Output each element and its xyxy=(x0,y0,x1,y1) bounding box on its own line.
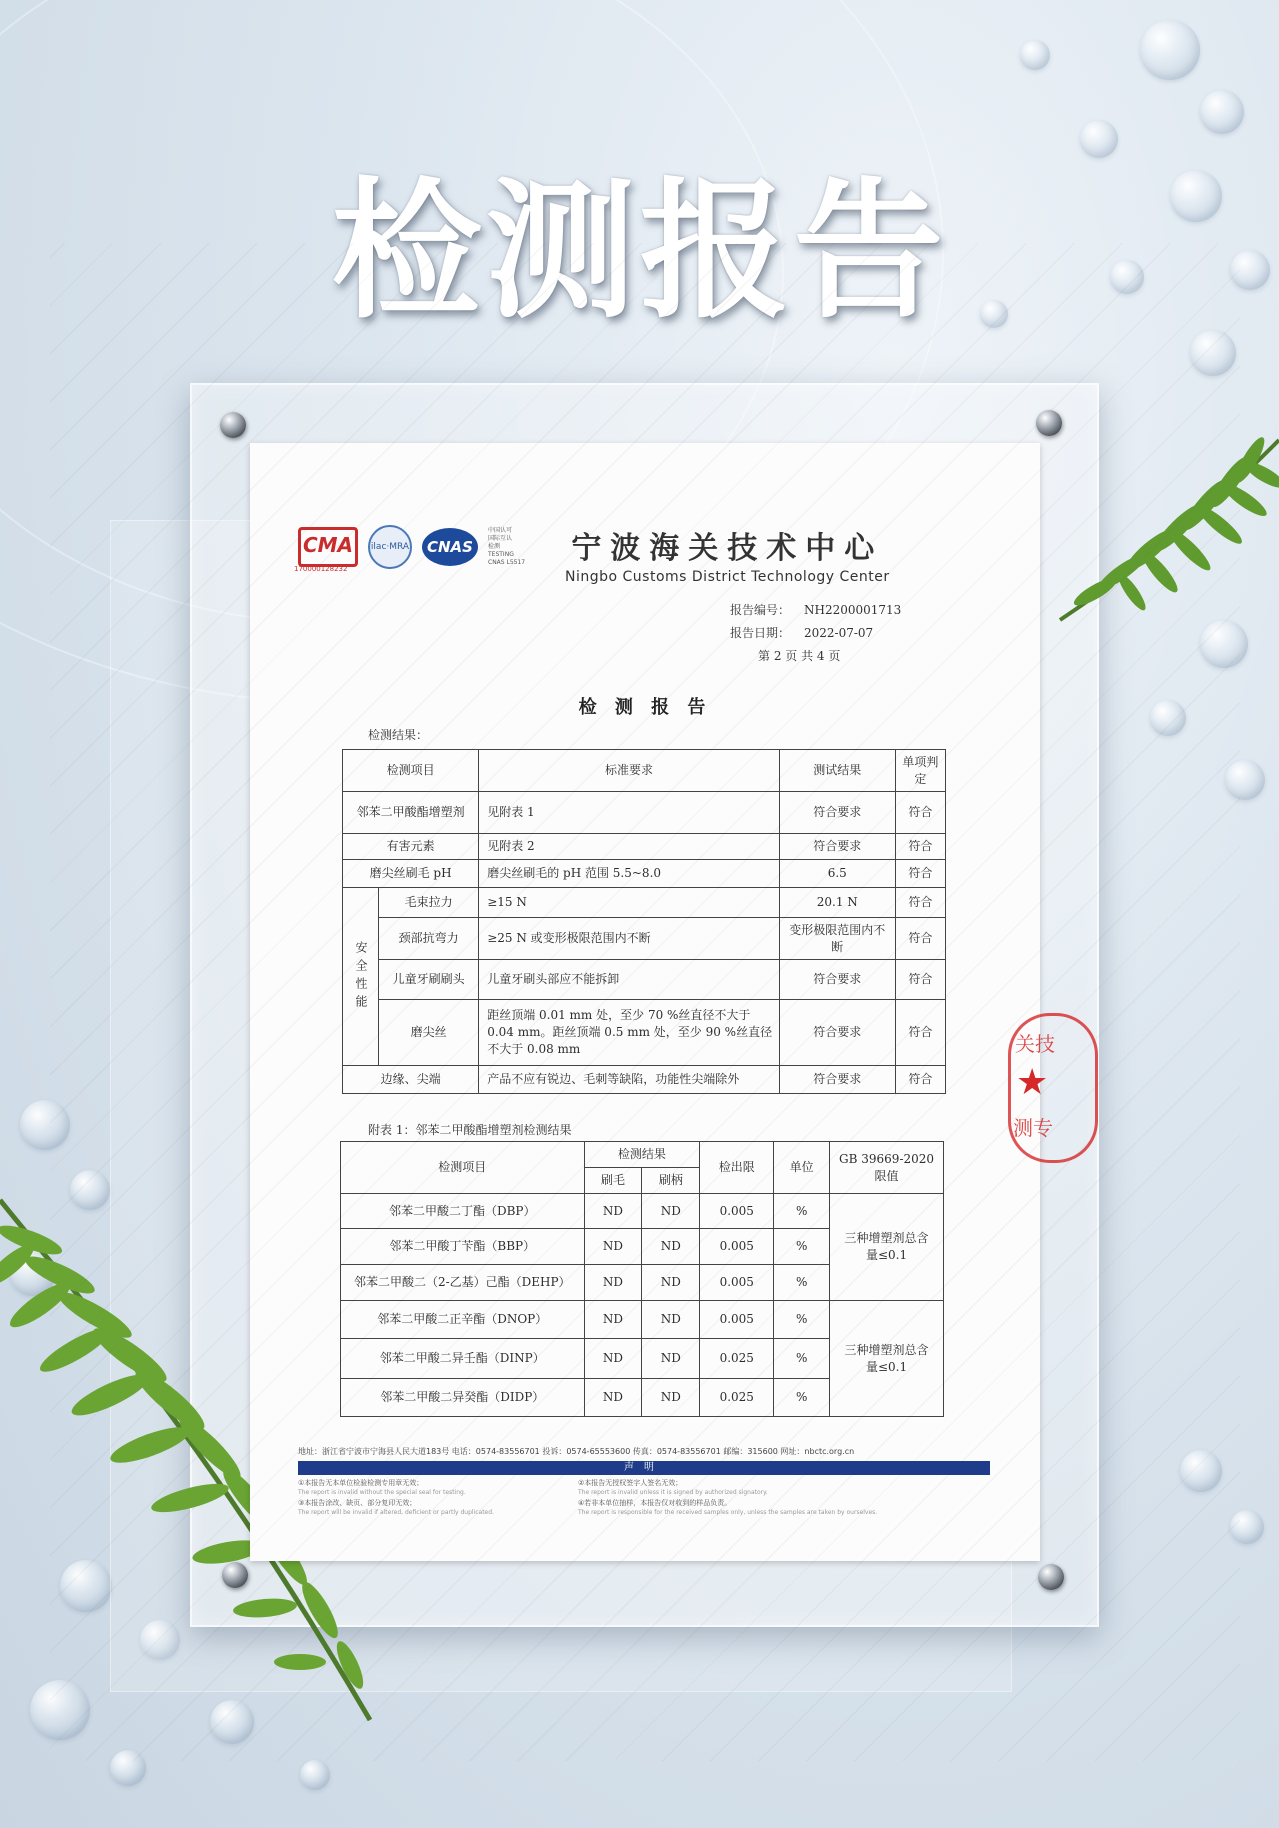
table-row xyxy=(341,1194,944,1229)
page-headline: 检测报告 xyxy=(331,165,948,339)
cell: 磨尖丝刷毛 pH xyxy=(343,860,479,888)
cell: 0.005 xyxy=(700,1301,774,1339)
col-header: 检测项目 xyxy=(343,750,479,792)
cell: 0.025 xyxy=(700,1379,774,1417)
cell: 变形极限范围内不断 xyxy=(779,918,895,960)
cell: 6.5 xyxy=(779,860,895,888)
cnas-caption-line: CNAS L5517 xyxy=(488,559,526,566)
seal-text-bottom: 测专 xyxy=(1013,1116,1053,1140)
cell: ND xyxy=(584,1265,642,1301)
cell: ND xyxy=(642,1301,700,1339)
bolt-icon xyxy=(220,412,246,438)
cell: 0.025 xyxy=(700,1339,774,1379)
cell: 邻苯二甲酸二异壬酯（DINP） xyxy=(341,1339,585,1379)
cell: % xyxy=(774,1265,830,1301)
cell: 符合 xyxy=(895,1066,945,1094)
cma-code: 170000128232 xyxy=(294,565,348,573)
safety-group-cell xyxy=(343,888,379,1066)
cnas-logo: CNAS xyxy=(422,528,478,566)
limit-group-cell: 三种增塑剂总含量≤0.1 xyxy=(830,1301,944,1417)
cell: 儿童牙刷头部应不能拆卸 xyxy=(479,960,779,1000)
cell: 0.005 xyxy=(700,1229,774,1265)
table-row xyxy=(343,860,946,888)
cell: 有害元素 xyxy=(343,834,479,860)
bubble xyxy=(1200,90,1244,134)
note-cn: ①本报告无本单位检验检测专用章无效； xyxy=(298,1479,424,1487)
table-row xyxy=(343,792,946,834)
cell: 符合 xyxy=(895,960,945,1000)
cell: 儿童牙刷刷头 xyxy=(379,960,479,1000)
table-row xyxy=(343,834,946,860)
col-header: 单项判定 xyxy=(895,750,945,792)
table-row xyxy=(343,918,946,960)
cell: 见附表 1 xyxy=(479,792,779,834)
table-row xyxy=(343,888,946,918)
bubble xyxy=(1140,20,1200,80)
cell: 边缘、尖端 xyxy=(343,1066,479,1094)
report-meta xyxy=(730,599,901,668)
statement-note xyxy=(578,1499,998,1517)
note-cn: ②本报告无授权签字人签名无效； xyxy=(578,1479,683,1487)
cell: ND xyxy=(642,1339,700,1379)
cell: ND xyxy=(642,1265,700,1301)
table-row xyxy=(343,1066,946,1094)
cell: % xyxy=(774,1229,830,1265)
note-en: The report is invalid without the special seal for testing. xyxy=(298,1489,466,1496)
cma-logo: CMA xyxy=(298,527,358,567)
col-header: 单位 xyxy=(774,1142,830,1194)
cell: 符合要求 xyxy=(779,1066,895,1094)
cell: ND xyxy=(642,1379,700,1417)
cell: 符合 xyxy=(895,834,945,860)
table-header-row xyxy=(341,1142,944,1168)
seal-star-icon: ★ xyxy=(1016,1062,1049,1103)
cell: ND xyxy=(584,1339,642,1379)
cell: 邻苯二甲酸二正辛酯（DNOP） xyxy=(341,1301,585,1339)
bolt-icon xyxy=(1038,1564,1064,1590)
cell: 20.1 N xyxy=(779,888,895,918)
phthalate-table xyxy=(340,1141,944,1417)
cell: 颈部抗弯力 xyxy=(379,918,479,960)
cell: 磨尖丝 xyxy=(379,1000,479,1066)
cell: 毛束拉力 xyxy=(379,888,479,918)
cell: 见附表 2 xyxy=(479,834,779,860)
cell: 符合 xyxy=(895,918,945,960)
certification-logos xyxy=(298,525,525,569)
report-date-label: 报告日期： xyxy=(730,626,791,640)
table-row xyxy=(341,1301,944,1339)
col-header: 标准要求 xyxy=(479,750,779,792)
limit-group-cell: 三种增塑剂总含量≤0.1 xyxy=(830,1194,944,1301)
statement-bar: 声明 xyxy=(298,1461,990,1475)
bolt-icon xyxy=(1036,410,1062,436)
col-header: 刷柄 xyxy=(642,1168,700,1194)
cell: ≥15 N xyxy=(479,888,779,918)
cell: % xyxy=(774,1301,830,1339)
cell: 符合 xyxy=(895,792,945,834)
cell: 符合要求 xyxy=(779,1000,895,1066)
col-header: 刷毛 xyxy=(584,1168,642,1194)
statement-note xyxy=(298,1499,578,1517)
seal-text-top: 关技 xyxy=(1015,1032,1055,1056)
table-header-row xyxy=(343,750,946,792)
report-date: 2022-07-07 xyxy=(804,626,874,640)
org-name-en: Ningbo Customs District Technology Center xyxy=(565,569,890,585)
cell: 邻苯二甲酸二异癸酯（DIDP） xyxy=(341,1379,585,1417)
col-header: 测试结果 xyxy=(779,750,895,792)
cnas-caption-line: 检测 xyxy=(488,543,501,550)
footer-address: 地址：浙江省宁波市宁海县人民大道183号 电话：0574-83556701 投诉：0574-65553600 传真：0574-83556701 邮编：315600 网址：nbctc.org.cn xyxy=(298,1447,855,1456)
note-en: The report is responsible for the received samples only, unless the samples are taken by ourselves. xyxy=(578,1509,878,1516)
organization-header xyxy=(565,523,890,585)
cell: ND xyxy=(584,1194,642,1229)
safety-group-label: 安全性能 xyxy=(354,940,369,1013)
cell: ND xyxy=(642,1229,700,1265)
cell: 距丝顶端 0.01 mm 处，至少 70 %丝直径不大于 0.04 mm。距丝顶端 0.5 mm 处，至少 90 %丝直径不大于 0.08 mm xyxy=(479,1000,779,1066)
cnas-caption-line: 中国认可 xyxy=(488,527,513,534)
cell: % xyxy=(774,1194,830,1229)
statement-note xyxy=(578,1479,978,1497)
cell: ND xyxy=(584,1229,642,1265)
cell: 0.005 xyxy=(700,1194,774,1229)
official-seal xyxy=(1008,1013,1098,1163)
cell: 邻苯二甲酸酯增塑剂 xyxy=(343,792,479,834)
report-title: 检 测 报 告 xyxy=(578,697,712,718)
cell: % xyxy=(774,1339,830,1379)
cell: 符合 xyxy=(895,888,945,918)
col-header: 检测结果 xyxy=(584,1142,700,1168)
table-row xyxy=(343,1000,946,1066)
cell: 符合要求 xyxy=(779,834,895,860)
cnas-caption-line: 国际互认 xyxy=(488,535,513,542)
report-no-label: 报告编号： xyxy=(730,603,791,617)
statement-note xyxy=(298,1479,578,1497)
col-header: 检测项目 xyxy=(341,1142,585,1194)
note-cn: ④若非本单位抽样，本报告仅对收到的样品负责。 xyxy=(578,1499,732,1507)
cell: 邻苯二甲酸二（2-乙基）己酯（DEHP） xyxy=(341,1265,585,1301)
org-name-cn: 宁波海关技术中心 xyxy=(571,531,884,566)
ilac-mra-logo: ilac·MRA xyxy=(368,525,412,569)
report-no: NH2200001713 xyxy=(804,603,902,617)
cell: 符合 xyxy=(895,1000,945,1066)
bubble xyxy=(1020,40,1050,70)
note-en: The report is invalid unless it is signed by authorized signatory. xyxy=(578,1489,768,1496)
cell: ND xyxy=(642,1194,700,1229)
cnas-caption xyxy=(488,527,525,567)
bubble xyxy=(300,1760,330,1790)
cell: 邻苯二甲酸丁苄酯（BBP） xyxy=(341,1229,585,1265)
table-row xyxy=(343,960,946,1000)
cell: 磨尖丝刷毛的 pH 范围 5.5~8.0 xyxy=(479,860,779,888)
cell: 邻苯二甲酸二丁酯（DBP） xyxy=(341,1194,585,1229)
note-cn: ③本报告涂改、缺页、部分复印无效； xyxy=(298,1499,417,1507)
col-header: 检出限 xyxy=(700,1142,774,1194)
cell: 符合要求 xyxy=(779,792,895,834)
page-info: 第 2 页 共 4 页 xyxy=(758,649,841,663)
cell: 符合要求 xyxy=(779,960,895,1000)
cnas-caption-line: TESTING xyxy=(488,551,514,558)
test-report-page xyxy=(250,443,1055,1561)
cell: ≥25 N 或变形极限范围内不断 xyxy=(479,918,779,960)
results-label: 检测结果： xyxy=(368,728,429,742)
col-header: GB 39669-2020 限值 xyxy=(830,1142,944,1194)
appendix-label: 附表 1：邻苯二甲酸酯增塑剂检测结果 xyxy=(368,1123,572,1137)
results-table xyxy=(342,749,946,1094)
cell: 符合 xyxy=(895,860,945,888)
cell: ND xyxy=(584,1301,642,1339)
cell: 产品不应有锐边、毛刺等缺陷，功能性尖端除外 xyxy=(479,1066,779,1094)
cell: % xyxy=(774,1379,830,1417)
note-en: The report will be invalid if altered, deficient or partly duplicated. xyxy=(298,1509,494,1516)
cell: ND xyxy=(584,1379,642,1417)
cell: 0.005 xyxy=(700,1265,774,1301)
bolt-icon xyxy=(222,1562,248,1588)
